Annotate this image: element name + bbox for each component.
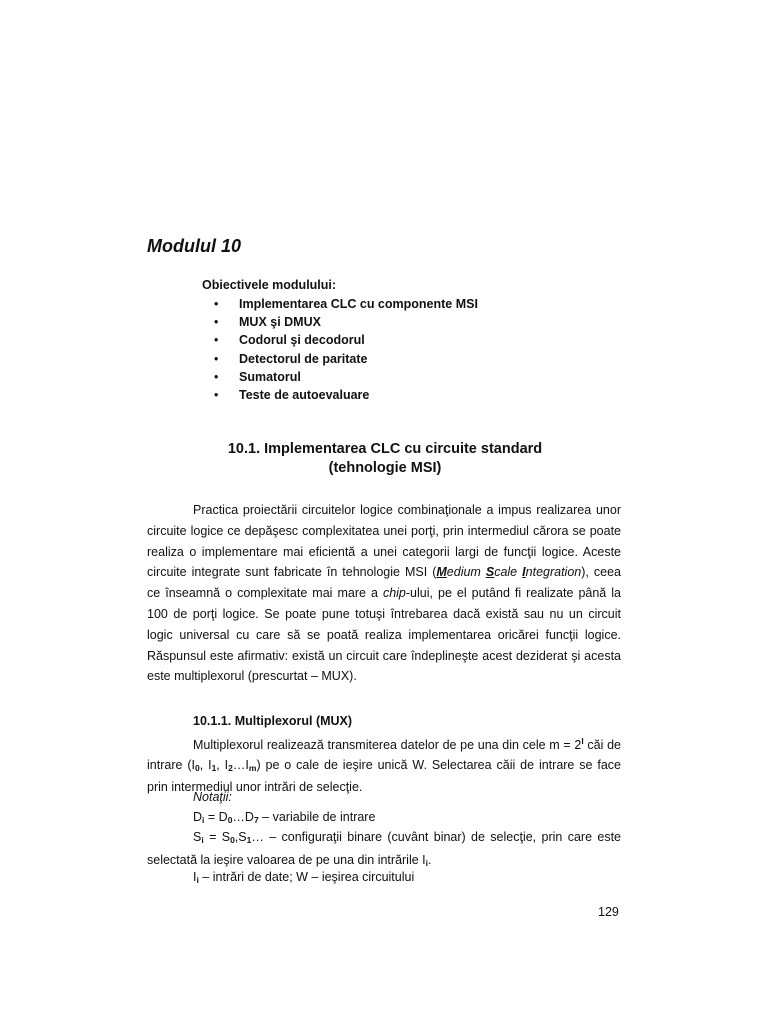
objective-text: MUX şi DMUX (239, 315, 321, 330)
subscript: i (202, 815, 205, 825)
mux-text: căi de intrare (I (147, 738, 621, 772)
objective-text: Sumatorul (239, 369, 301, 384)
notation-text: . (428, 852, 432, 867)
notation-text: – intrări de date; W – ieşirea circuitului (198, 870, 415, 884)
mux-text: , I (199, 757, 212, 772)
subscript: m (248, 762, 257, 773)
page-number: 129 (598, 905, 619, 919)
objective-text: Codorul şi decodorul (239, 333, 365, 348)
subscript: i (196, 875, 199, 885)
objectives-list (212, 295, 478, 404)
bullet-icon: • (214, 388, 219, 403)
objective-text: Implementarea CLC cu componente MSI (239, 297, 478, 311)
notation-d (193, 810, 375, 825)
notation-s (147, 828, 621, 873)
subscript: 7 (253, 815, 259, 825)
section-title-line-1: 10.1. Implementarea CLC cu circuite standard (227, 441, 543, 457)
intro-text-2: ), ceea ce înseamnă o complexitate mai mare a (147, 565, 622, 601)
notation-text: …D (232, 810, 254, 824)
notation-text: = S (203, 830, 231, 844)
notations-label: Notaţii: (193, 790, 232, 804)
notation-text: – variabile de intrare (258, 810, 376, 824)
notation-i (193, 870, 414, 885)
objective-text: Detectorul de paritate (239, 351, 368, 366)
mux-paragraph (147, 732, 621, 798)
msi-acronym (436, 565, 581, 579)
intro-text-1: Practica proiectării circuitelor logice combinaţionale a impus realizarea unor circuite logice ce depăşesc complexitatea unei porţi, prin intermediul cărora se poate realiza o implementare mai eficientă a unei categorii largi de funcţii logice. Aceste circuite integrate sunt fabricate în tehnologie MSI ( (147, 503, 621, 580)
acronym-rest: cale (494, 565, 523, 580)
bullet-icon: • (214, 333, 219, 348)
subscript: 1 (246, 835, 252, 845)
list-item (212, 350, 478, 368)
bullet-icon: • (214, 297, 219, 311)
objectives-heading: Obiectivele modulului: (202, 278, 337, 292)
notation-text: S (193, 830, 202, 844)
chip-term: chip (382, 586, 406, 601)
intro-text-3: -ului, pe el putând fi realizate până la 100 de porţi logice. Se poate pune totuşi întrebarea dacă există sau nu un circuit logic universal cu care să se poată realiza implementarea oricărei funcţii logice. Răspunsul este afirmativ: există un circuit care îndeplineşte acest deziderat şi acesta este multiplexorul (prescurtat – MUX). (147, 586, 621, 684)
subscript: 0 (194, 762, 200, 773)
mux-subsection-title: 10.1.1. Multiplexorul (MUX) (193, 714, 353, 728)
module-title: Modulul 10 (147, 236, 241, 256)
intro-paragraph (147, 500, 621, 687)
notation-text: I (193, 870, 197, 884)
section-title (150, 440, 620, 478)
notation-text: … – configuraţii binare (cuvânt binar) de selecţie, prin care este selectată la ieşire valoarea de pe una din intrările I (147, 830, 621, 867)
notation-text: = D (204, 810, 228, 824)
mux-text: , I (216, 757, 229, 772)
list-item (212, 368, 478, 386)
objective-text: Teste de autoevaluare (239, 388, 370, 403)
mux-text: …I (232, 757, 249, 772)
acronym-letter: M (436, 565, 447, 580)
mux-text: ) pe o cale de ieşire unică W. Selectarea căii de intrare se face prin intermediul unor intrări de selecţie. (147, 757, 622, 794)
subscript: 0 (227, 815, 233, 825)
bullet-icon: • (214, 315, 219, 330)
mux-text: Multiplexorul realizează transmiterea datelor de pe una din cele m = 2 (193, 738, 582, 752)
list-item (212, 313, 478, 331)
acronym-letter: I (522, 565, 526, 580)
notation-text: D (193, 810, 203, 824)
list-item (212, 295, 478, 313)
section-title-line-2: (tehnologie MSI) (328, 460, 442, 476)
bullet-icon: • (214, 369, 219, 384)
acronym-letter: S (485, 565, 495, 580)
list-item (212, 331, 478, 349)
list-item (212, 386, 478, 404)
exponent: l (581, 736, 584, 746)
subscript: 1 (211, 762, 217, 773)
subscript: i (425, 857, 429, 868)
notation-text: ,S (234, 830, 247, 844)
subscript: 2 (228, 762, 233, 773)
bullet-icon: • (214, 351, 219, 366)
subscript: 0 (230, 835, 235, 845)
acronym-rest: ntegration (525, 565, 582, 580)
acronym-rest: edium (446, 565, 486, 580)
subscript: i (201, 835, 204, 845)
